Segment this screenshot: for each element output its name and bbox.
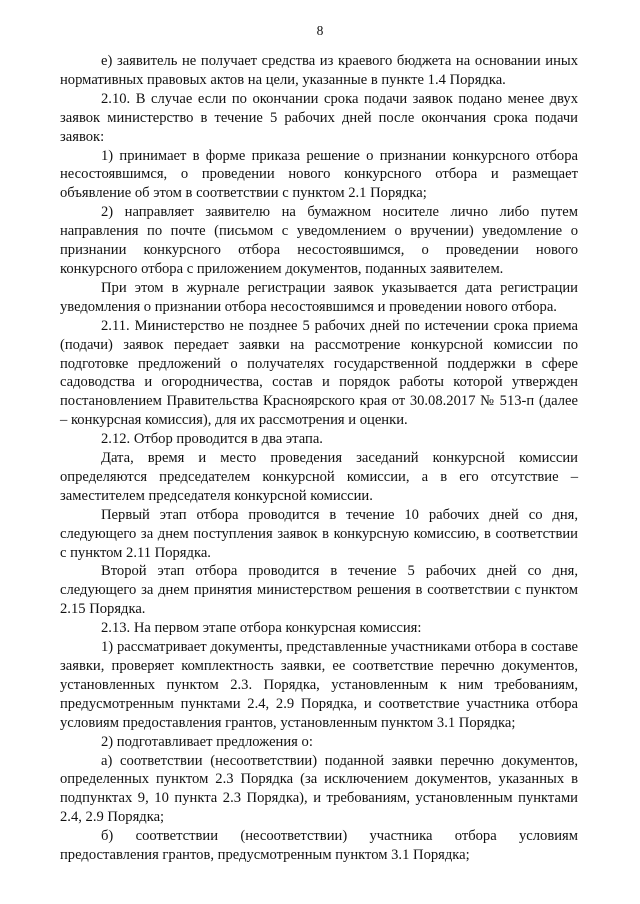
paragraph-first-stage: Первый этап отбора проводится в течение 10 рабочих дней со дня, следующего за днем поступления заявок в конкурсную комиссию, в соответствии с пунктом 2.11 Порядка. — [60, 506, 578, 561]
page-number: 8 — [316, 23, 324, 38]
paragraph-2-13-2: 2) подготавливает предложения о: — [101, 733, 313, 750]
paragraph-2-13: 2.13. На первом этапе отбора конкурсная комиссия: — [101, 620, 422, 637]
paragraph-2-13-2-b: б) соответствии (несоответствии) участника отбора условиям предоставления грантов, предусмотренным пунктом 3.1 Порядка; — [60, 828, 578, 864]
paragraph-2-13-1: 1) рассматривает документы, представленные участниками отбора в составе заявки, проверяет комплектность заявки, ее соответствие перечню документов, установленных пунктом 2.3. Порядка, установленным к ним требованиям, предусмотренным пунктами 2.4, 2.9 Порядка, и соответствие участника отбора условиям предоставления грантов, установленным пунктом 3.1 Порядка; — [60, 639, 578, 731]
paragraph-meeting-schedule: Дата, время и место проведения заседаний конкурсной комиссии определяются председателем конкурсной комиссии, а в его отсутствие – заместителем председателя конкурсной комиссии. — [60, 450, 578, 504]
paragraph-2-12: 2.12. Отбор проводится в два этапа. — [101, 431, 323, 448]
paragraph-registration-note: При этом в журнале регистрации заявок указывается дата регистрации уведомления о признании отбора несостоявшимся и проведении нового отбора. — [60, 279, 578, 315]
paragraph-2-10-1: 1) принимает в форме приказа решение о признании конкурсного отбора несостоявшимся, о проведении нового конкурсного отбора и размещает объявление об этом в соответствии с пунктом 2.1 Порядка; — [60, 147, 578, 202]
document-body — [60, 52, 578, 865]
paragraph-2-10: 2.10. В случае если по окончании срока подачи заявок подано менее двух заявок министерство в течение 5 рабочих дней после окончания срока подачи заявок: — [60, 90, 578, 145]
paragraph-2-11: 2.11. Министерство не позднее 5 рабочих дней по истечении срока приема (подачи) заявок передает заявки на рассмотрение конкурсной комиссии по подготовке предложений о получателях государственной поддержки в сфере садоводства и огородничества, состав и порядок работы которой утвержден постановлением Правительства Красноярского края от 30.08.2017 № 513-п (далее – конкурсная комиссия), для их рассмотрения и оценки. — [60, 317, 578, 429]
paragraph-second-stage: Второй этап отбора проводится в течение 5 рабочих дней со дня, следующего за днем принятия министерством решения в соответствии с пунктом 2.15 Порядка. — [60, 563, 578, 618]
paragraph-2-13-2-a: а) соответствии (несоответствии) поданной заявки перечню документов, определенных пунктом 2.3 Порядка (за исключением документов, указанных в подпунктах 9, 10 пункта 2.3 Порядка), и требованиям, установленным пунктами 2.4, 2.9 Порядка; — [60, 752, 578, 826]
paragraph-2-10-2: 2) направляет заявителю на бумажном носителе лично либо путем направления по почте (письмом с уведомлением о вручении) уведомление о признании конкурсного отбора несостоявшимся, о проведении нового конкурсного отбора с приложением документов, поданных заявителем. — [60, 204, 578, 277]
paragraph-item-e: е) заявитель не получает средства из краевого бюджета на основании иных нормативных правовых актов на цели, указанные в пункте 1.4 Порядка. — [60, 53, 578, 88]
